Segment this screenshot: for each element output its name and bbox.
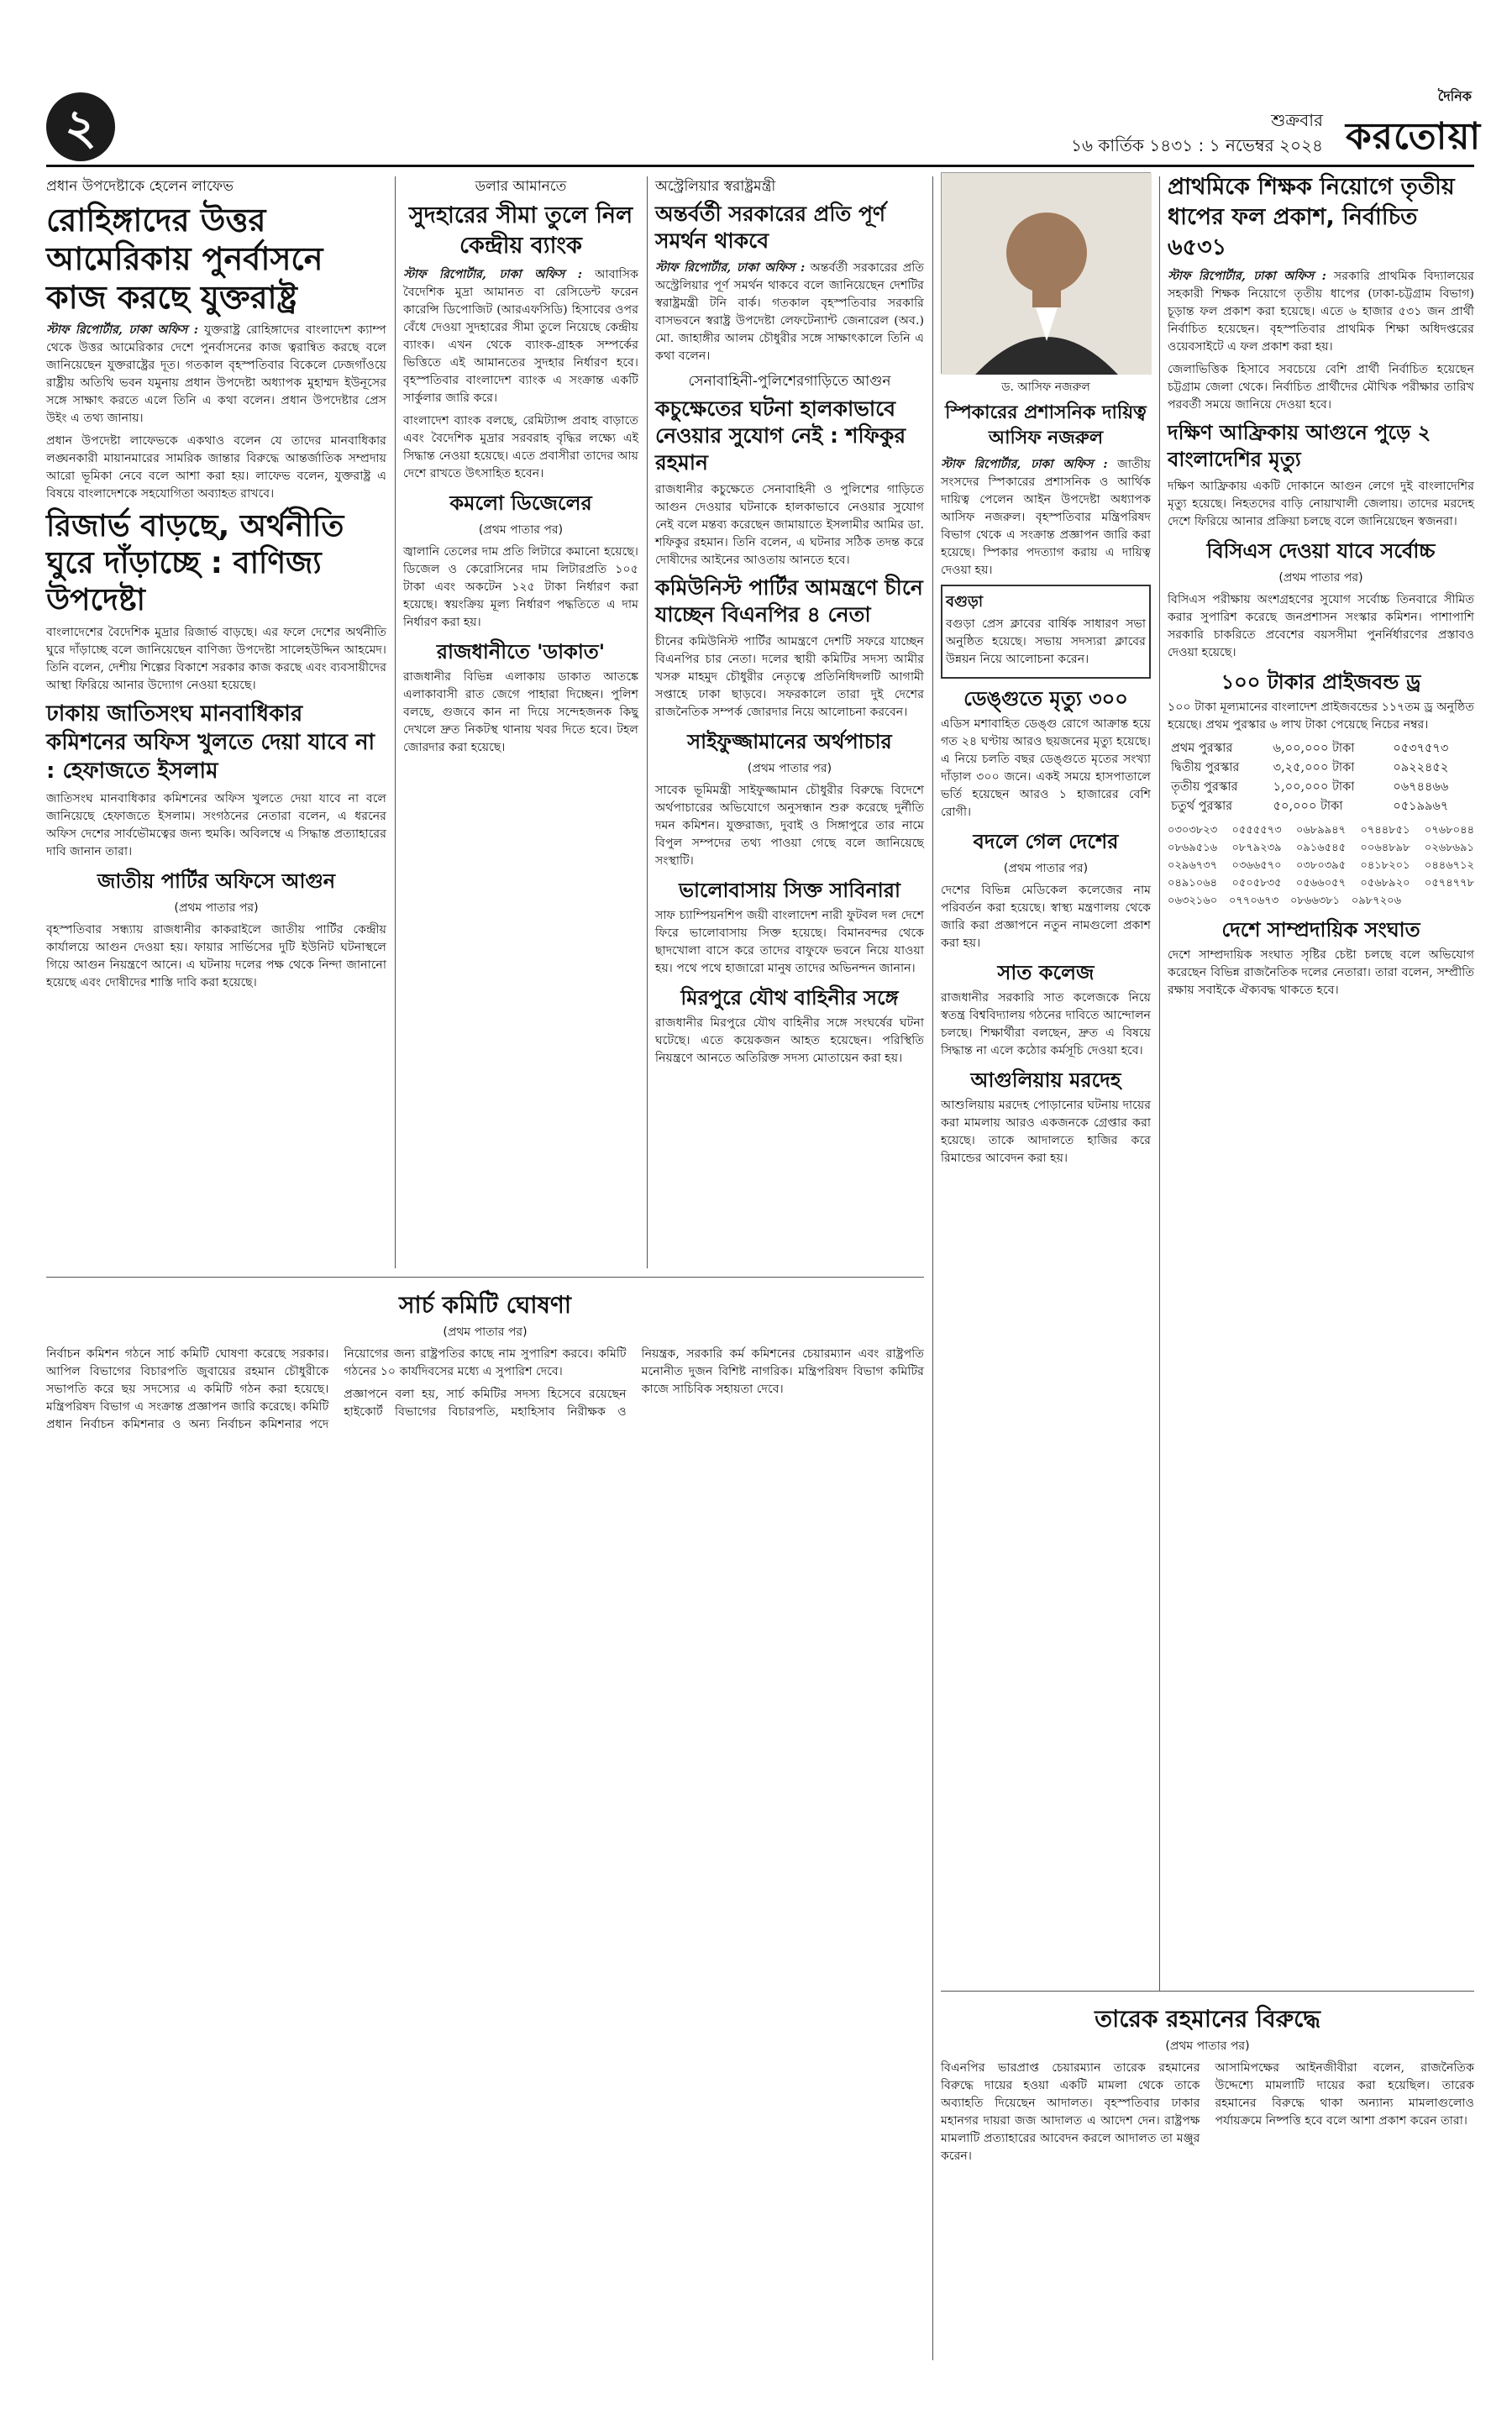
- column-3: [655, 172, 924, 1073]
- story-body: বৃহস্পতিবার সন্ধ্যায় রাজধানীর কাকরাইলে জাতীয় পার্টির কেন্দ্রীয় কার্যালয়ে আগুন দেওয়া হয়। ফায়ার সার্ভিসের দুটি ইউনিট ঘটনাস্থলে গিয়ে আগুন নিয়ন্ত্রণে আনে। এ ঘটনায় দলের পক্ষ থেকে নিন্দা জানানো হয়েছে এবং দোষীদের শাস্তি দাবি করা হয়েছে।: [46, 923, 386, 989]
- column-divider: [395, 176, 396, 1268]
- story-body: দেশের বিভিন্ন মেডিকেল কলেজের নাম পরিবর্তন করা হয়েছে। স্বাস্থ্য মন্ত্রণালয় থেকে জারি করা প্রজ্ঞাপনে নতুন নামগুলো প্রকাশ করা হয়।: [941, 884, 1151, 950]
- prize-rank: দ্বিতীয় পুরস্কার: [1171, 761, 1240, 774]
- headline-medical-names[interactable]: বদলে গেল দেশের: [973, 830, 1119, 853]
- story-body: রাজধানীর বিভিন্ন এলাকায় ডাকাত আতঙ্কে এলাকাবাসী রাত জেগে পাহারা দিচ্ছেন। পুলিশ বলছে, গুজবে কান না দিয়ে সন্দেহজনক কিছু দেখলে দ্রুত নিকটস্থ থানায় খবর দিতে হবে। টহল জোরদার করা হয়েছে।: [403, 670, 638, 754]
- continued-label: (প্রথম পাতার পর): [174, 901, 259, 915]
- story-body: আশুলিয়ায় মরদেহ পোড়ানোর ঘটনায় দায়ের করা মামলায় আরও একজনকে গ্রেপ্তার করা হয়েছে। তাকে আদালতে হাজির করে রিমান্ডের আবেদন করা হয়।: [941, 1099, 1151, 1165]
- headline-speaker[interactable]: স্পিকারের প্রশাসনিক দায়িত্ব আসিফ নজরুল: [945, 402, 1147, 449]
- byline: স্টাফ রিপোর্টার, ঢাকা অফিস :: [941, 458, 1108, 471]
- continued-label: (প্রথম পাতার পর): [478, 523, 564, 537]
- headline-australia[interactable]: অন্তর্বর্তী সরকারের প্রতি পূর্ণ সমর্থন থাকবে: [655, 202, 886, 253]
- person-icon: [942, 173, 1152, 375]
- prize-row: [1168, 758, 1474, 778]
- section-divider: [46, 1277, 924, 1278]
- page-number: ২: [46, 92, 115, 161]
- story-body: বগুড়া প্রেস ক্লাবের বার্ষিক সাধারণ সভা অনুষ্ঠিত হয়েছে। সভায় সদস্যরা ক্লাবের উন্নয়ন নিয়ে আলোচনা করেন।: [946, 617, 1146, 666]
- headline-ashulia[interactable]: আগুলিয়ায় মরদেহ: [970, 1068, 1121, 1092]
- story-body: প্রধান উপদেষ্টা লাফেভকে একথাও বলেন যে তাদের মানবাধিকার লঙ্ঘনকারী মায়ানমারের সামরিক জান্তার বিরুদ্ধে আন্তর্জাতিক সম্প্রদায় আরো ভূমিকা নেবে বলে আশা করা হয়। লাফেভ বলেন, যুক্তরাষ্ট্র এ বিষয়ে বাংলাদেশকে সহযোগিতা অব্যাহত রাখবে।: [46, 434, 386, 501]
- byline: স্টাফ রিপোর্টার, ঢাকা অফিস :: [46, 323, 198, 337]
- continued-label: (প্রথম পাতার পর): [443, 1325, 528, 1339]
- story-body: সাবেক ভূমিমন্ত্রী সাইফুজ্জামান চৌধুরীর বিরুদ্ধে বিদেশে অর্থপাচারের অভিযোগে অনুসন্ধান শুরু করেছে দুর্নীতি দমন কমিশন। যুক্তরাজ্য, দুবাই ও সিঙ্গাপুরে তার নামে বিপুল সম্পদের তথ্য পাওয়া গেছে বলে জানিয়েছে সংস্থাটি।: [655, 784, 924, 868]
- prize-rank: প্রথম পুরস্কার: [1171, 742, 1233, 755]
- headline-dakat[interactable]: রাজধানীতে 'ডাকাত': [436, 640, 606, 664]
- story-body: দক্ষিণ আফ্রিকায় একটি দোকানে আগুন লেগে দুই বাংলাদেশির মৃত্যু হয়েছে। নিহতদের বাড়ি নোয়াখালী জেলায়। তাদের মরদেহ দেশে ফিরিয়ে আনার প্রক্রিয়া চলছে বলে জানিয়েছেন স্বজনরা।: [1168, 480, 1474, 528]
- masthead-rule: [46, 165, 1474, 167]
- issue-full-date: ১৬ কার্তিক ১৪৩১ : ১ নভেম্বর ২০২৪: [1071, 135, 1323, 155]
- headline-prize-bond[interactable]: ১০০ টাকার প্রাইজবন্ড ড্র: [1221, 670, 1421, 694]
- logo-prefix: দৈনিক: [1437, 88, 1472, 104]
- story-body: নির্বাচন কমিশন গঠনে সার্চ কমিটি ঘোষণা করেছে সরকার। আপিল বিভাগের বিচারপতি জুবায়ের রহমান চৌধুরীকে সভাপতি করে ছয় সদস্যের এ কমিটি গঠন করা হয়েছে। মন্ত্রিপরিষদ বিভাগ এ সংক্রান্ত প্রজ্ঞাপন জারি করেছে। কমিটি প্রধান নির্বাচন কমিশনার ও অন্য নির্বাচন কমিশনার পদে নিয়োগের জন্য রাষ্ট্রপতির কাছে নাম সুপারিশ করবে। কমিটি গঠনের ১০ কার্যদিবসের মধ্যে এ সুপারিশ দেবে।: [46, 1347, 627, 1431]
- bottom-left-story: [46, 1285, 924, 1434]
- headline-saifuzzaman[interactable]: সাইফুজ্জামানের অর্থপাচার: [687, 730, 892, 753]
- story-body: বাংলাদেশের বৈদেশিক মুদ্রার রিজার্ভ বাড়ছে। এর ফলে দেশের অর্থনীতি ঘুরে দাঁড়াচ্ছে বলে জানিয়েছেন বাণিজ্য উপদেষ্টা সালেহউদ্দিন আহমেদ। তিনি বলেন, দেশীয় শিল্পের বিকাশে সরকার কাজ করছে এবং ব্যবসায়ীদের আস্থা ফিরিয়ে আনার উদ্যোগ নেওয়া হয়েছে।: [46, 626, 386, 692]
- headline-sabina[interactable]: ভালোবাসায় সিক্ত সাবিনারা: [679, 879, 900, 902]
- prize-amount: ৩,২৫,০০০ টাকা: [1273, 761, 1355, 774]
- story-body: জ্বালানি তেলের দাম প্রতি লিটারে কমানো হয়েছে। ডিজেল ও কেরোসিনের দাম লিটারপ্রতি ১০৫ টাকা এবং অকটেন ১২৫ টাকা নির্ধারণ করা হয়েছে। স্বয়ংক্রিয় মূল্য নির্ধারণ পদ্ধতিতে এ দাম নির্ধারণ করা হয়।: [403, 545, 638, 629]
- byline: স্টাফ রিপোর্টার, ঢাকা অফিস :: [655, 261, 806, 275]
- story-body: প্রজ্ঞাপনে বলা হয়, সার্চ কমিটির সদস্য হিসেবে রয়েছেন হাইকোর্ট বিভাগের বিচারপতি, মহাহিসাব নিরীক্ষক ও নিয়ন্ত্রক, সরকারি কর্ম কমিশনের চেয়ারম্যান এবং রাষ্ট্রপতি মনোনীত দুজন বিশিষ্ট নাগরিক। মন্ত্রিপরিষদ বিভাগ কমিটির কাজে সাচিবিক সহায়তা দেবে।: [344, 1347, 924, 1419]
- story-body: জাতীয় সংসদের স্পিকারের প্রশাসনিক ও আর্থিক দায়িত্ব পেলেন আইন উপদেষ্টা অধ্যাপক আসিফ নজরুল। বৃহস্পতিবার মন্ত্রিপরিষদ বিভাগ থেকে এ সংক্রান্ত প্রজ্ঞাপন জারি করা হয়েছে। স্পিকার পদত্যাগ করায় এ দায়িত্ব দেওয়া হয়।: [941, 458, 1151, 577]
- headline-kochukhet[interactable]: কচুক্ষেতের ঘটনা হালকাভাবে নেওয়ার সুযোগ নেই : শফিকুর রহমান: [655, 396, 906, 475]
- story-kicker: প্রধান উপদেষ্টাকে হেলেন লাফেভ: [46, 178, 234, 195]
- prize-table: [1168, 739, 1474, 816]
- story-body: বিসিএস পরীক্ষায় অংশগ্রহণের সুযোগ সর্বোচ্চ তিনবারে সীমিত করার সুপারিশ করেছে জনপ্রশাসন সংস্কার কমিশন। পাশাপাশি সরকারি চাকরিতে প্রবেশের বয়সসীমা পুনর্নির্ধারণের প্রস্তাবও দেওয়া হয়েছে।: [1168, 593, 1474, 659]
- photo-caption: ড. আসিফ নজরুল: [1001, 381, 1090, 394]
- prize-row: [1168, 797, 1474, 816]
- story-body: অন্তর্বর্তী সরকারের প্রতি অস্ট্রেলিয়ার পূর্ণ সমর্থন থাকবে বলে জানিয়েছেন দেশটির স্বরাষ্ট্রমন্ত্রী টনি বার্ক। গতকাল বৃহস্পতিবার সরকারি বাসভবনে স্বরাষ্ট্র উপদেষ্টা লেফটেন্যান্ট জেনারেল (অব.) মো. জাহাঙ্গীর আলম চৌধুরীর সঙ্গে সাক্ষাৎকালে তিনি এ কথা বলেন।: [655, 261, 924, 363]
- story-body: আবাসিক বৈদেশিক মুদ্রা আমানত বা রেসিডেন্ট ফরেন কারেন্সি ডিপোজিট (আরএফসিডি) হিসাবের ওপর বেঁধে দেওয়া সুদহারের সীমা তুলে নিয়েছে কেন্দ্রীয় ব্যাংক। এখন থেকে ব্যাংক-গ্রাহক সম্পর্কের ভিত্তিতে এই আমানতের সুদহার নির্ধারণ হবে। বৃহস্পতিবার বাংলাদেশ ব্যাংক এ সংক্রান্ত একটি সার্কুলার জারি করে।: [403, 268, 638, 405]
- story-body: দেশে সাম্প্রদায়িক সংঘাত সৃষ্টির চেষ্টা চলছে বলে অভিযোগ করেছেন বিভিন্ন রাজনৈতিক দলের নেতারা। তারা বলেন, সম্প্রীতি রক্ষায় সবাইকে ঐক্যবদ্ধ থাকতে হবে।: [1168, 948, 1474, 997]
- story-body: বিএনপির ভারপ্রাপ্ত চেয়ারম্যান তারেক রহমানের বিরুদ্ধে দায়ের হওয়া একটি মামলা থেকে তাকে অব্যাহতি দিয়েছেন আদালত। বৃহস্পতিবার ঢাকার মহানগর দায়রা জজ আদালত এ আদেশ দেন। রাষ্ট্রপক্ষ মামলাটি প্রত্যাহারের আবেদন করলে আদালত তা মঞ্জুর করেন।: [941, 2061, 1200, 2163]
- column-divider: [1159, 176, 1160, 1991]
- story-body: আসামিপক্ষের আইনজীবীরা বলেন, রাজনৈতিক উদ্দেশ্যে মামলাটি দায়ের করা হয়েছিল। তারেক রহমানের বিরুদ্ধে থাকা অন্যান্য মামলাগুলোও পর্যায়ক্রমে নিষ্পত্তি হবে বলে আশা প্রকাশ করেন তারা।: [1215, 2061, 1474, 2128]
- headline-tarique[interactable]: তারেক রহমানের বিরুদ্ধে: [1095, 2005, 1320, 2033]
- column-1: [46, 172, 386, 997]
- story-body: এডিস মশাবাহিত ডেঙ্গু রোগে আক্রান্ত হয়ে গত ২৪ ঘণ্টায় আরও ছয়জনের মৃত্যু হয়েছে। এ নিয়ে চলতি বছর ডেঙ্গুতে মৃতের সংখ্যা দাঁড়াল ৩০০ জনে। একই সময়ে হাসপাতালে ভর্তি হয়েছেন আরও ১ হাজারের বেশি রোগী।: [941, 717, 1151, 819]
- column-divider: [647, 176, 648, 1268]
- headline-communal[interactable]: দেশে সাম্প্রদায়িক সংঘাত: [1221, 918, 1420, 942]
- story-body: রাজধানীর সরকারি সাত কলেজকে নিয়ে স্বতন্ত্র বিশ্ববিদ্যালয় গঠনের দাবিতে আন্দোলন চলছে। শিক্ষার্থীরা বলছেন, দ্রুত এ বিষয়ে সিদ্ধান্ত না এলে কঠোর কর্মসূচি দেওয়া হবে।: [941, 991, 1151, 1058]
- prize-rank: চতুর্থ পুরস্কার: [1171, 800, 1233, 813]
- issue-day: শুক্রবার: [1271, 110, 1323, 130]
- continued-label: (প্রথম পাতার পর): [1003, 862, 1089, 875]
- continued-label: (প্রথম পাতার পর): [747, 762, 832, 775]
- column-4: [941, 172, 1151, 1173]
- prize-amount: ৬,০০,০০০ টাকা: [1273, 742, 1355, 755]
- headline-seven-college[interactable]: সাত কলেজ: [997, 961, 1095, 984]
- logo-title: করতোয়া: [1346, 115, 1482, 158]
- story-body: সরকারি প্রাথমিক বিদ্যালয়ের সহকারী শিক্ষক নিয়োগে তৃতীয় ধাপের (ঢাকা-চট্টগ্রাম বিভাগ) চূড়ান্ত ফল প্রকাশ করা হয়েছে। এতে ৬ হাজার ৫৩১ জন প্রার্থী নির্বাচিত হয়েছেন। বৃহস্পতিবার প্রাথমিক শিক্ষা অধিদপ্তরের ওয়েবসাইটে এ ফল প্রকাশ করা হয়।: [1168, 270, 1474, 354]
- bottom-right-story: [941, 1999, 1474, 2165]
- story-body: জেলাভিত্তিক হিসাবে সবচেয়ে বেশি প্রার্থী নির্বাচিত হয়েছেন চট্টগ্রাম জেলা থেকে। নির্বাচিত প্রার্থীদের মৌখিক পরীক্ষার তারিখ পরবর্তী সময়ে জানিয়ে দেওয়া হবে।: [1168, 363, 1474, 412]
- prize-numbers: ০৩০৩৮২৩ ০৫৫৫৫৭৩ ০৬৮৯৯৪৭ ০৭৪৪৮৫১ ০৭৬৮০৪৪ ০৮৬৯৫১৬ ০৮৭৯২৩৯ ০৯১৬৫৪৫ ০০৬৪৮৯৮ ০২৬৮৬৯১ ০২৯৬৭৩৭ ০৩৬৬৫৭০ ০৩৮০৩৯৫ ০৪১৮২০১ ০৪৪৬৭১২ ০৪৯১০৬৪ ০৫০৫৮৩৫ ০৫৬৬০৫৭ ০৫৬৮৯২০ ০৫৭৪৭৭৮ ০৬৩২১৬০ ০৭৭০৬৭৩ ০৮৬৬৩৮১ ০৯৮৭২০৬: [1168, 824, 1474, 907]
- headline-search-committee[interactable]: সার্চ কমিটি ঘোষণা: [399, 1291, 571, 1319]
- headline-rohingya[interactable]: রোহিঙ্গাদের উত্তর আমেরিকায় পুনর্বাসনে কাজ করছে যুক্তরাষ্ট্র: [46, 202, 323, 316]
- story-body: জাতিসংঘ মানবাধিকার কমিশনের অফিস খুলতে দেয়া যাবে না বলে জানিয়েছে হেফাজতে ইসলাম। সংগঠনের নেতারা বলেন, এ ধরনের অফিস দেশের সার্বভৌমত্বের জন্য হুমকি। অবিলম্বে এ সিদ্ধান্ত প্রত্যাহারের দাবি জানান তারা।: [46, 792, 386, 858]
- continued-label: (প্রথম পাতার পর): [1165, 2039, 1250, 2053]
- story-body: সাফ চ্যাম্পিয়নশিপ জয়ী বাংলাদেশ নারী ফুটবল দল দেশে ফিরে ভালোবাসায় সিক্ত হয়েছে। বিমানবন্দর থেকে ছাদখোলা বাসে করে তাদের বাফুফে ভবনে নিয়ে যাওয়া হয়। পথে পথে হাজারো মানুষ তাদের অভিনন্দন জানান।: [655, 909, 924, 975]
- prize-row: [1168, 739, 1474, 758]
- headline-dengue[interactable]: ডেঙ্গুতে মৃত্যু ৩০০: [963, 687, 1128, 711]
- prize-amount: ১,০০,০০০ টাকা: [1273, 780, 1355, 794]
- column-divider: [932, 176, 933, 2360]
- story-body: রাজধানীর কচুক্ষেতে সেনাবাহিনী ও পুলিশের গাড়িতে আগুন দেওয়ার ঘটনাকে হালকাভাবে নেওয়ার সুযোগ নেই বলে মন্তব্য করেছেন জামায়াতে ইসলামীর আমির ডা. শফিকুর রহমান। তিনি বলেন, এ ঘটনার সঠিক তদন্ত করে দোষীদের আইনের আওতায় আনতে হবে।: [655, 483, 924, 567]
- byline: স্টাফ রিপোর্টার, ঢাকা অফিস :: [1168, 270, 1326, 283]
- byline: স্টাফ রিপোর্টার, ঢাকা অফিস :: [403, 268, 582, 281]
- prize-number: ০৯২২৪৫২: [1393, 761, 1449, 774]
- bogura-label: বগুড়া: [946, 593, 984, 611]
- prize-row: [1168, 778, 1474, 797]
- story-kicker: সেনাবাহিনী-পুলিশেরগাড়িতে আগুন: [688, 373, 891, 390]
- story-columns: [46, 1346, 924, 1434]
- story-body: চীনের কমিউনিস্ট পার্টির আমন্ত্রণে দেশটি সফরে যাচ্ছেন বিএনপির চার নেতা। দলের স্থায়ী কমিটির সদস্য আমীর খসরু মাহমুদ চৌধুরীর নেতৃত্বে প্রতিনিধিদলটি আগামী সপ্তাহে ঢাকা ছাড়বে। সফরকালে তারা দুই দেশের রাজনৈতিক সম্পর্ক জোরদার নিয়ে আলোচনা করবেন।: [655, 635, 924, 719]
- column-5: [1168, 172, 1474, 1005]
- masthead: [0, 0, 1512, 168]
- headline-hefazat[interactable]: ঢাকায় জাতিসংঘ মানবাধিকার কমিশনের অফিস খুলতে দেয়া যাবে না : হেফাজতে ইসলাম: [46, 701, 375, 784]
- headline-diesel[interactable]: কমলো ডিজেলের: [449, 491, 592, 515]
- headline-mirpur[interactable]: মিরপুরে যৌথ বাহিনীর সঙ্গে: [680, 986, 899, 1010]
- headline-dollar-rate[interactable]: সুদহারের সীমা তুলে নিল কেন্দ্রীয় ব্যাংক: [408, 202, 633, 259]
- headline-jatiya-party[interactable]: জাতীয় পার্টির অফিসে আগুন: [97, 869, 336, 893]
- column-2: [403, 172, 638, 762]
- story-body: বাংলাদেশ ব্যাংক বলছে, রেমিট্যান্স প্রবাহ বাড়াতে এবং বৈদেশিক মুদ্রার সরবরাহ বৃদ্ধির লক্ষ্যে এই সিদ্ধান্ত নেওয়া হয়েছে। এতে প্রবাসীরা তাদের আয় দেশে রাখতে উৎসাহিত হবেন।: [403, 414, 638, 480]
- story-columns: [941, 2060, 1474, 2165]
- story-kicker: অস্ট্রেলিয়ার স্বরাষ্ট্রমন্ত্রী: [655, 178, 776, 195]
- headline-south-africa[interactable]: দক্ষিণ আফ্রিকায় আগুনে পুড়ে ২ বাংলাদেশির মৃত্যু: [1168, 421, 1431, 471]
- story-body: যুক্তরাষ্ট্র রোহিঙ্গাদের বাংলাদেশ ক্যাম্প থেকে উত্তর আমেরিকার দেশে পুনর্বাসনের কাজ ত্বরান্বিত করছে বলে জানিয়েছেন যুক্তরাষ্ট্রের দূত। গতকাল বৃহস্পতিবার বিকেলে ঢেজগাঁওয়ে রাষ্ট্রীয় অতিথি ভবন যমুনায় প্রধান উপদেষ্টা অধ্যাপক মুহাম্মদ ইউনূসের সঙ্গে সাক্ষাৎ করতে এলে তিনি এ কথা বলেন। প্রধান উপদেষ্টার প্রেস উইং এ তথ্য জানায়।: [46, 323, 386, 425]
- prize-number: ০৬৭৪৪৬৬: [1393, 780, 1449, 794]
- story-body: ১০০ টাকা মূল্যমানের বাংলাদেশ প্রাইজবন্ডের ১১৭তম ড্র অনুষ্ঠিত হয়েছে। প্রথম পুরস্কার ৬ লাখ টাকা পেয়েছে নিচের নম্বর।: [1168, 701, 1474, 732]
- portrait-photo: [941, 172, 1151, 374]
- continued-label: (প্রথম পাতার পর): [1278, 571, 1363, 585]
- newspaper-logo: [1346, 86, 1482, 170]
- issue-date: [1071, 108, 1323, 158]
- prize-number: ০৫১৯৯৬৭: [1393, 800, 1449, 813]
- headline-reserve[interactable]: রিজার্ভ বাড়ছে, অর্থনীতি ঘুরে দাঁড়াচ্ছে : বাণিজ্য উপদেষ্টা: [46, 509, 344, 617]
- headline-bnp-china[interactable]: কমিউনিস্ট পার্টির আমন্ত্রণে চীনে যাচ্ছেন বিএনপির ৪ নেতা: [655, 575, 923, 627]
- story-kicker: ডলার আমানতে: [475, 178, 567, 195]
- bogura-box: [941, 585, 1151, 679]
- prize-rank: তৃতীয় পুরস্কার: [1171, 780, 1238, 794]
- headline-teacher-recruitment[interactable]: প্রাথমিকে শিক্ষক নিয়োগে তৃতীয় ধাপের ফল প্রকাশ, নির্বাচিত ৬৫৩১: [1168, 174, 1455, 260]
- story-body: রাজধানীর মিরপুরে যৌথ বাহিনীর সঙ্গে সংঘর্ষের ঘটনা ঘটেছে। এতে কয়েকজন আহত হয়েছেন। পরিস্থিতি নিয়ন্ত্রণে আনতে অতিরিক্ত সদস্য মোতায়েন করা হয়।: [655, 1016, 924, 1065]
- prize-number: ০৫৩৭৫৭৩: [1393, 742, 1449, 755]
- section-divider: [941, 1991, 1474, 1992]
- headline-bcs[interactable]: বিসিএস দেওয়া যাবে সর্বোচ্চ: [1206, 539, 1436, 563]
- prize-amount: ৫০,০০০ টাকা: [1273, 800, 1343, 813]
